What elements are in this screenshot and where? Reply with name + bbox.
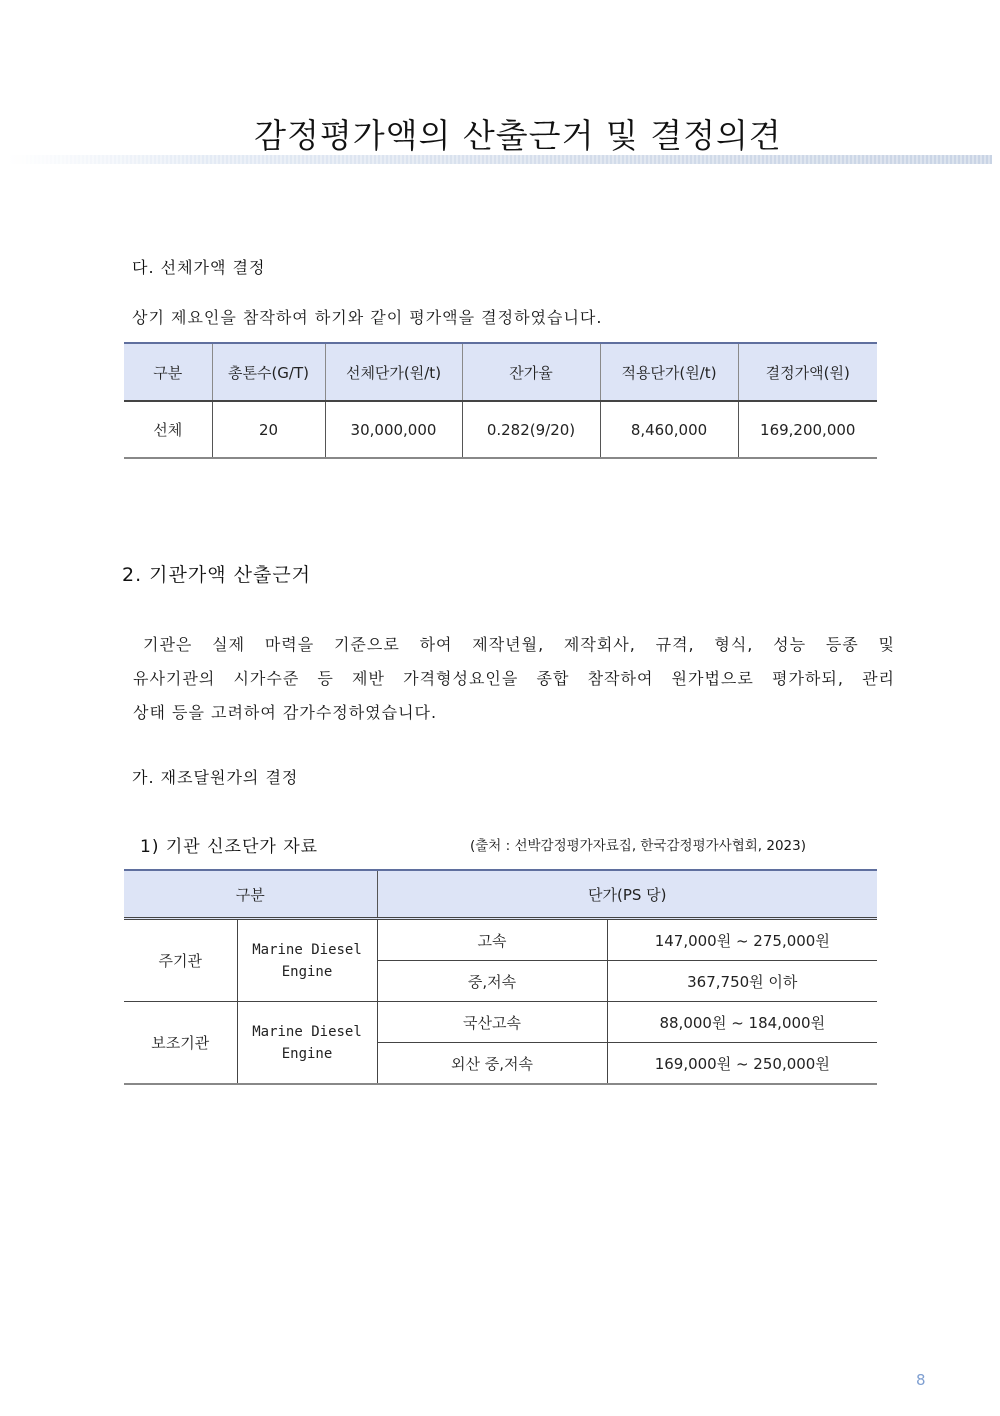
price-cell: 88,000원 ~ 184,000원 bbox=[607, 1002, 877, 1043]
section-ga-subheading: 1) 기관 신조단가 자료 bbox=[140, 837, 319, 857]
hull-table-cell: 169,200,000 bbox=[738, 401, 877, 458]
hull-table-header: 적용단가(원/t) bbox=[600, 343, 738, 401]
engine-table-header: 단가(PS 당) bbox=[377, 870, 877, 919]
table-row bbox=[124, 401, 877, 458]
hull-table-header: 구분 bbox=[124, 343, 212, 401]
page-number: 8 bbox=[916, 1371, 926, 1389]
paragraph-line: 기관은 실제 마력을 기준으로 하여 제작년월, 제작회사, 규격, 형식, 성능 등종 및 bbox=[143, 635, 895, 654]
price-cell: 147,000원 ~ 275,000원 bbox=[607, 919, 877, 961]
engine-table-header: 구분 bbox=[124, 870, 377, 919]
engine-unit-price-table bbox=[124, 869, 877, 1085]
engine-type-line: Marine Diesel bbox=[252, 941, 362, 958]
title-underline-band bbox=[8, 155, 992, 164]
section-da-intro: 상기 제요인을 참작하여 하기와 같이 평가액을 결정하였습니다. bbox=[132, 308, 603, 327]
speed-class-cell: 국산고속 bbox=[377, 1002, 607, 1043]
hull-table-cell: 20 bbox=[212, 401, 325, 458]
hull-value-table bbox=[124, 342, 877, 459]
page-title: 감정평가액의 산출근거 및 결정의견 bbox=[254, 116, 782, 155]
engine-type-line: Marine Diesel bbox=[252, 1023, 362, 1040]
section-2-paragraph bbox=[133, 628, 895, 730]
hull-table-header: 총톤수(G/T) bbox=[212, 343, 325, 401]
speed-class-cell: 중,저속 bbox=[377, 961, 607, 1002]
speed-class-cell: 외산 중,저속 bbox=[377, 1043, 607, 1085]
hull-table-cell: 선체 bbox=[124, 401, 212, 458]
engine-group-name: 보조기관 bbox=[124, 1002, 237, 1085]
engine-group-name: 주기관 bbox=[124, 919, 237, 1002]
section-2-heading: 2. 기관가액 산출근거 bbox=[122, 564, 312, 586]
section-da-heading: 다. 선체가액 결정 bbox=[132, 258, 266, 277]
engine-type-cell bbox=[237, 1002, 377, 1085]
table-row bbox=[124, 1002, 877, 1043]
hull-table-cell: 0.282(9/20) bbox=[462, 401, 600, 458]
engine-type-cell bbox=[237, 919, 377, 1002]
source-citation: (출처 : 선박감정평가자료집, 한국감정평가사협회, 2023) bbox=[470, 838, 807, 854]
hull-table-cell: 8,460,000 bbox=[600, 401, 738, 458]
engine-type-line: Engine bbox=[281, 963, 333, 980]
engine-type-line: Engine bbox=[281, 1045, 333, 1062]
section-ga-heading: 가. 재조달원가의 결정 bbox=[132, 768, 299, 787]
hull-table-header: 결정가액(원) bbox=[738, 343, 877, 401]
hull-table-header: 잔가율 bbox=[462, 343, 600, 401]
paragraph-line: 유사기관의 시가수준 등 제반 가격형성요인을 종합 참작하여 원가법으로 평가하되, 관리 bbox=[133, 669, 895, 688]
paragraph-line: 상태 등을 고려하여 감가수정하였습니다. bbox=[133, 703, 438, 722]
price-cell: 169,000원 ~ 250,000원 bbox=[607, 1043, 877, 1085]
hull-table-cell: 30,000,000 bbox=[325, 401, 462, 458]
speed-class-cell: 고속 bbox=[377, 919, 607, 961]
price-cell: 367,750원 이하 bbox=[607, 961, 877, 1002]
hull-table-header: 선체단가(원/t) bbox=[325, 343, 462, 401]
table-row bbox=[124, 919, 877, 961]
